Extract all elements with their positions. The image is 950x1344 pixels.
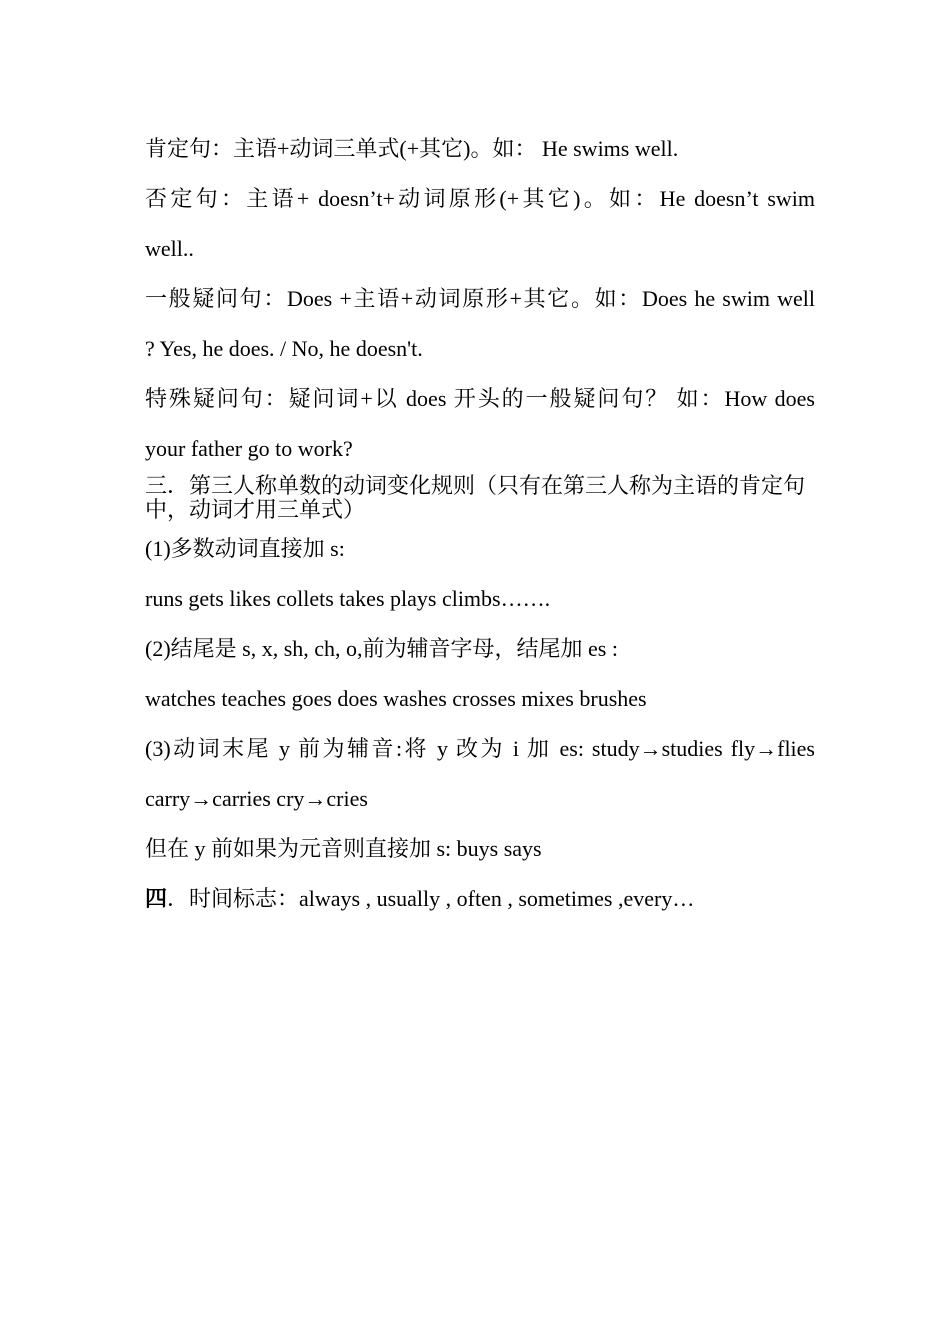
special-question-rule-line1: 特殊疑问句：疑问词+以 does 开头的一般疑问句？ 如：How does (145, 386, 815, 411)
section-four-text: ．时间标志：always , usually , often , sometimes ,every… (167, 886, 695, 911)
general-question-rule-line2: ? Yes, he does. / No, he doesn't. (145, 336, 423, 361)
rule-one-title: (1)多数动词直接加 s: (145, 536, 345, 561)
rule-two-title: (2)结尾是 s, x, sh, ch, o,前为辅音字母，结尾加 es : (145, 636, 618, 661)
rule-two-examples: watches teaches goes does washes crosses mixes brushes (145, 686, 647, 711)
section-four-time-markers (145, 886, 815, 912)
general-question-rule-line1: 一般疑问句：Does +主语+动词原形+其它。如：Does he swim well (145, 286, 815, 311)
rule-three-line1: (3)动词末尾 y 前为辅音:将 y 改为 i 加 es: study→studies fly→flies (145, 736, 815, 761)
section-three-heading: 三．第三人称单数的动词变化规则（只有在第三人称为主语的肯定句中，动词才用三单式） (145, 473, 806, 522)
section-four-number: 四 (145, 886, 168, 911)
rule-three-vowel-note: 但在 y 前如果为元音则直接加 s: buys says (145, 836, 542, 861)
rule-one-examples: runs gets likes collets takes plays climbs……. (145, 586, 551, 611)
rule-three-line2: carry→carries cry→cries (145, 786, 368, 811)
special-question-rule-line2: your father go to work? (145, 436, 353, 461)
affirmative-sentence-rule: 肯定句：主语+动词三单式(+其它)。如： He swims well. (145, 136, 679, 161)
negative-sentence-rule-line1: 否定句：主语+ doesn’t+动词原形(+其它)。如：He doesn’t swim (145, 186, 815, 211)
negative-sentence-rule-line2: well.. (145, 236, 194, 261)
